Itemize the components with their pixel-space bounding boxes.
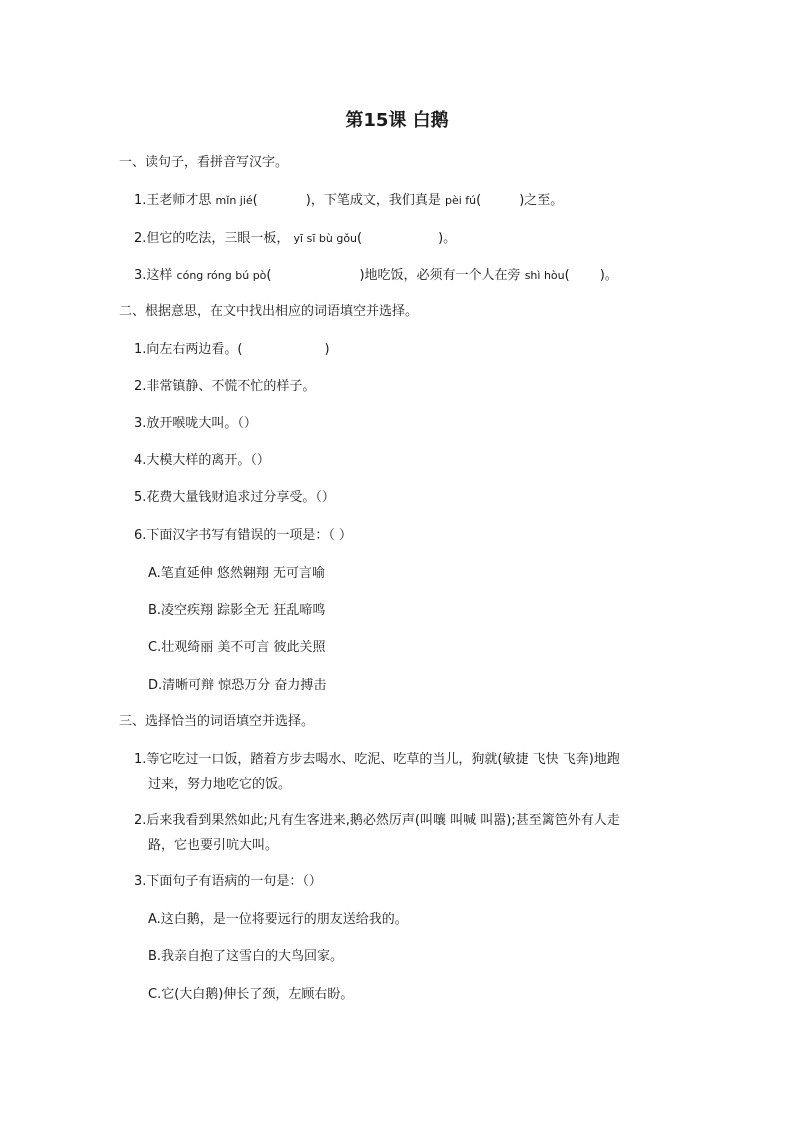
section-1-question-2 — [134, 230, 456, 248]
question-text: ( — [564, 268, 570, 283]
question-text: )之至。 — [519, 193, 564, 208]
section-2-question-5: 5.花费大量钱财追求过分享受。（） — [134, 490, 335, 505]
question-text: ( — [476, 193, 482, 208]
question-text: )。 — [438, 231, 457, 246]
section-2-question-4: 4.大模大样的离开。（） — [134, 453, 270, 468]
section-1-question-3 — [134, 267, 618, 285]
section-2-question-1 — [134, 341, 330, 359]
question-text: ( — [357, 231, 363, 246]
section-3-question-2-line-1: 2.后来我看到果然如此;凡有生客进来,鹅必然厉声(叫嚷 叫喊 叫嚣);甚至篱笆外有人走 — [134, 813, 620, 828]
option-a: A.这白鹅，是一位将要远行的朋友送给我的。 — [148, 912, 408, 927]
section-2-question-3: 3.放开喉咙大叫。（） — [134, 416, 257, 431]
question-text: 2.但它的吃法，三眼一板， — [134, 231, 294, 246]
option-b: B.我亲自抱了这雪白的大鸟回家。 — [148, 949, 344, 964]
question-text: ) — [324, 342, 330, 357]
section-3-question-2-line-2: 路，它也要引吭大叫。 — [148, 838, 279, 853]
question-text: 1.向左右两边看。( — [134, 342, 243, 357]
section-3-question-3: 3.下面句子有语病的一句是：（） — [134, 874, 322, 889]
option-c: C.壮观绮丽 美不可言 彼此关照 — [148, 640, 326, 655]
question-text: ( — [266, 268, 272, 283]
pinyin: mǐn jié — [215, 194, 253, 207]
section-2-question-6: 6.下面汉字书写有错误的一项是：（ ） — [134, 528, 353, 543]
page-title: 第15课 白鹅 — [345, 110, 449, 131]
pinyin: shì hòu — [524, 269, 565, 282]
section-2-question-2: 2.非常镇静、不慌不忙的样子。 — [134, 379, 316, 394]
section-1-question-1 — [134, 192, 563, 210]
option-a: A.笔直延伸 悠然翱翔 无可言喻 — [148, 566, 326, 581]
question-text: )。 — [599, 268, 618, 283]
section-3-question-1-line-2: 过来，努力地吃它的饭。 — [148, 777, 292, 792]
question-text: ( — [252, 193, 258, 208]
pinyin: cóng róng bú pò — [176, 269, 267, 282]
question-text: )地吃饭，必须有一个人在旁 — [359, 268, 525, 283]
section-3-question-1-line-1: 1.等它吃过一口饭，踏着方步去喝水、吃泥、吃草的当儿，狗就(敏捷 飞快 飞奔)地跑 — [134, 752, 620, 767]
option-d: D.清晰可辩 惊恐万分 奋力搏击 — [148, 678, 327, 693]
section-3-heading: 三、选择恰当的词语填空并选择。 — [119, 714, 315, 729]
pinyin: pèi fú — [444, 194, 477, 207]
pinyin: yī sī bù gǒu — [293, 232, 358, 245]
question-text: )，下笔成文，我们真是 — [305, 193, 445, 208]
option-c: C.它(大白鹅)伸长了颈，左顾右盼。 — [148, 987, 354, 1002]
question-text: 1.王老师才思 — [134, 193, 216, 208]
section-1-heading: 一、读句子，看拼音写汉字。 — [119, 155, 289, 170]
option-b: B.凌空疾翔 踪影全无 狂乱啼鸣 — [148, 603, 326, 618]
section-2-heading: 二、根据意思，在文中找出相应的词语填空并选择。 — [119, 304, 419, 319]
question-text: 3.这样 — [134, 268, 177, 283]
